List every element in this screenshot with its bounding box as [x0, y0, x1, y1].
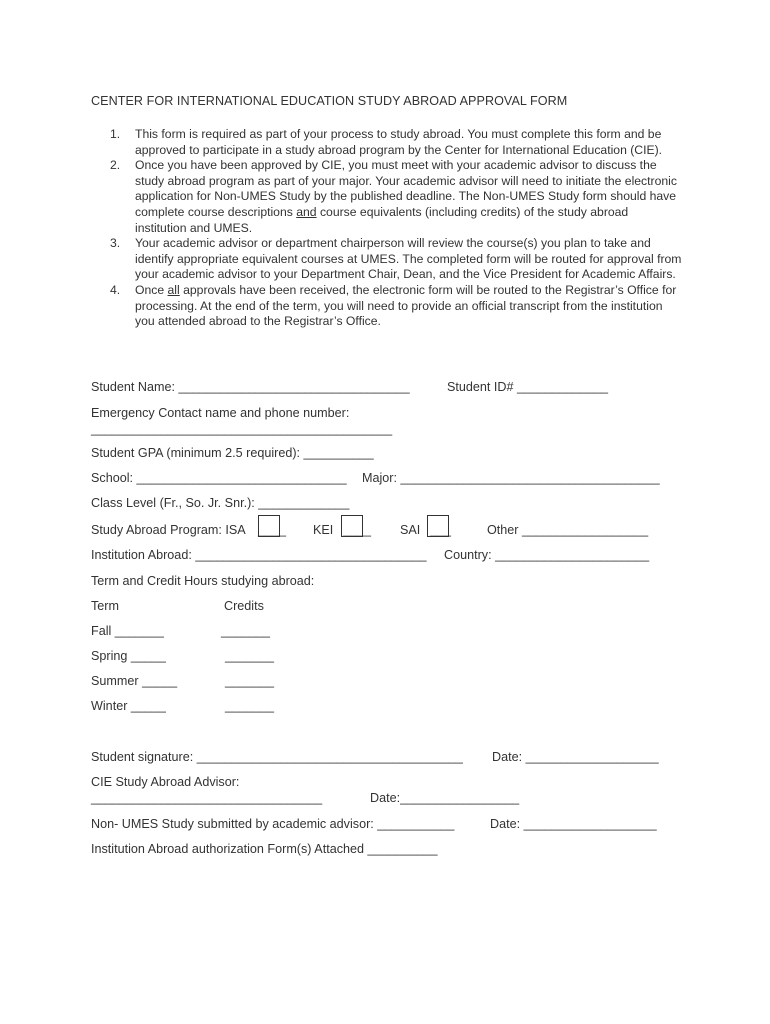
emergency-contact-field[interactable]: ___________________________________________: [91, 422, 393, 436]
isa-blank: ____: [258, 523, 287, 537]
sai-label: SAI: [400, 523, 421, 537]
instruction-number: 4.: [110, 282, 121, 297]
instruction-text: Your academic advisor or department chairperson will review the course(s) you plan to take and identify appropriate equivalent courses at UMES. The completed form will be routed for approval from your academic advisor to your Department Chair, Dean, and the Vice President for Academic Affairs.: [135, 236, 682, 282]
non-umes-date-field[interactable]: Date: ___________________: [490, 817, 657, 831]
sai-blank: ___: [430, 523, 452, 537]
instruction-number: 1.: [110, 127, 121, 141]
term-credit-hours-label: Term and Credit Hours studying abroad:: [91, 574, 315, 588]
term-column-header: Term: [91, 599, 119, 613]
instruction-text: approvals have been received, the electronic form will be routed to the Registrar’s Office for processing. At the end of the term, you will need to provide an official transcript from the institution you attended abroad to the Registrar’s Office.: [135, 282, 677, 329]
school-field[interactable]: School: ______________________________: [91, 471, 347, 485]
cie-advisor-date-field[interactable]: Date:_________________: [370, 791, 520, 805]
instruction-text: Once: [135, 282, 168, 297]
other-program-field[interactable]: Other __________________: [487, 523, 649, 537]
credits-column-header: Credits: [224, 599, 264, 613]
instruction-item: [110, 283, 682, 330]
kei-blank: ____: [343, 523, 372, 537]
term-fall-field[interactable]: Fall _______: [91, 624, 164, 638]
instruction-number: 2.: [110, 158, 121, 173]
student-signature-date-field[interactable]: Date: ___________________: [492, 750, 659, 764]
major-field[interactable]: Major: _____________________________________: [362, 471, 660, 485]
instructions-list: [110, 127, 682, 330]
credits-fall-field[interactable]: _______: [221, 624, 271, 638]
credits-winter-field[interactable]: _______: [225, 699, 275, 713]
form-title: CENTER FOR INTERNATIONAL EDUCATION STUDY ABROAD APPROVAL FORM: [91, 94, 568, 108]
student-signature-field[interactable]: Student signature: ______________________________________: [91, 750, 463, 764]
instruction-item: [110, 158, 682, 236]
institution-abroad-field[interactable]: Institution Abroad: _________________________________: [91, 548, 427, 562]
non-umes-study-field[interactable]: Non- UMES Study submitted by academic advisor: ___________: [91, 817, 455, 831]
instruction-underlined-text: and: [296, 204, 317, 219]
gpa-field[interactable]: Student GPA (minimum 2.5 required): __________: [91, 446, 374, 460]
credits-summer-field[interactable]: _______: [225, 674, 275, 688]
kei-label: KEI: [313, 523, 334, 537]
instruction-text: Once you have been approved by CIE, you must meet with your academic advisor to discuss the study abroad program as part of your major. Your academic advisor will need to initiate the electronic application for Non-UMES Study by the published deadline. The Non-UMES Study form should have complete course descriptions: [135, 158, 677, 219]
student-name-field[interactable]: Student Name: _________________________________: [91, 380, 410, 394]
student-id-field[interactable]: Student ID# _____________: [447, 380, 609, 394]
term-winter-field[interactable]: Winter _____: [91, 699, 166, 713]
emergency-contact-label: Emergency Contact name and phone number:: [91, 406, 350, 420]
credits-spring-field[interactable]: _______: [225, 649, 275, 663]
instruction-number: 3.: [110, 236, 121, 251]
institution-authorization-field[interactable]: Institution Abroad authorization Form(s) Attached __________: [91, 842, 438, 856]
study-abroad-program-label: Study Abroad Program: ISA: [91, 523, 246, 537]
cie-advisor-label: CIE Study Abroad Advisor:: [91, 775, 240, 789]
country-field[interactable]: Country: ______________________: [444, 548, 650, 562]
cie-advisor-signature-field[interactable]: _________________________________: [91, 791, 323, 805]
term-summer-field[interactable]: Summer _____: [91, 674, 178, 688]
class-level-field[interactable]: Class Level (Fr., So. Jr. Snr.): _____________: [91, 496, 350, 510]
instruction-underlined-text: all: [167, 282, 180, 297]
instruction-text: This form is required as part of your process to study abroad. You must complete this form and be approved to participate in a study abroad program by the Center for International Education (CIE).: [135, 127, 663, 157]
instruction-text: course equivalents (including credits) of the study abroad institution and UMES.: [135, 204, 629, 235]
term-spring-field[interactable]: Spring _____: [91, 649, 166, 663]
instruction-item: [110, 127, 682, 158]
instruction-item: [110, 236, 682, 283]
